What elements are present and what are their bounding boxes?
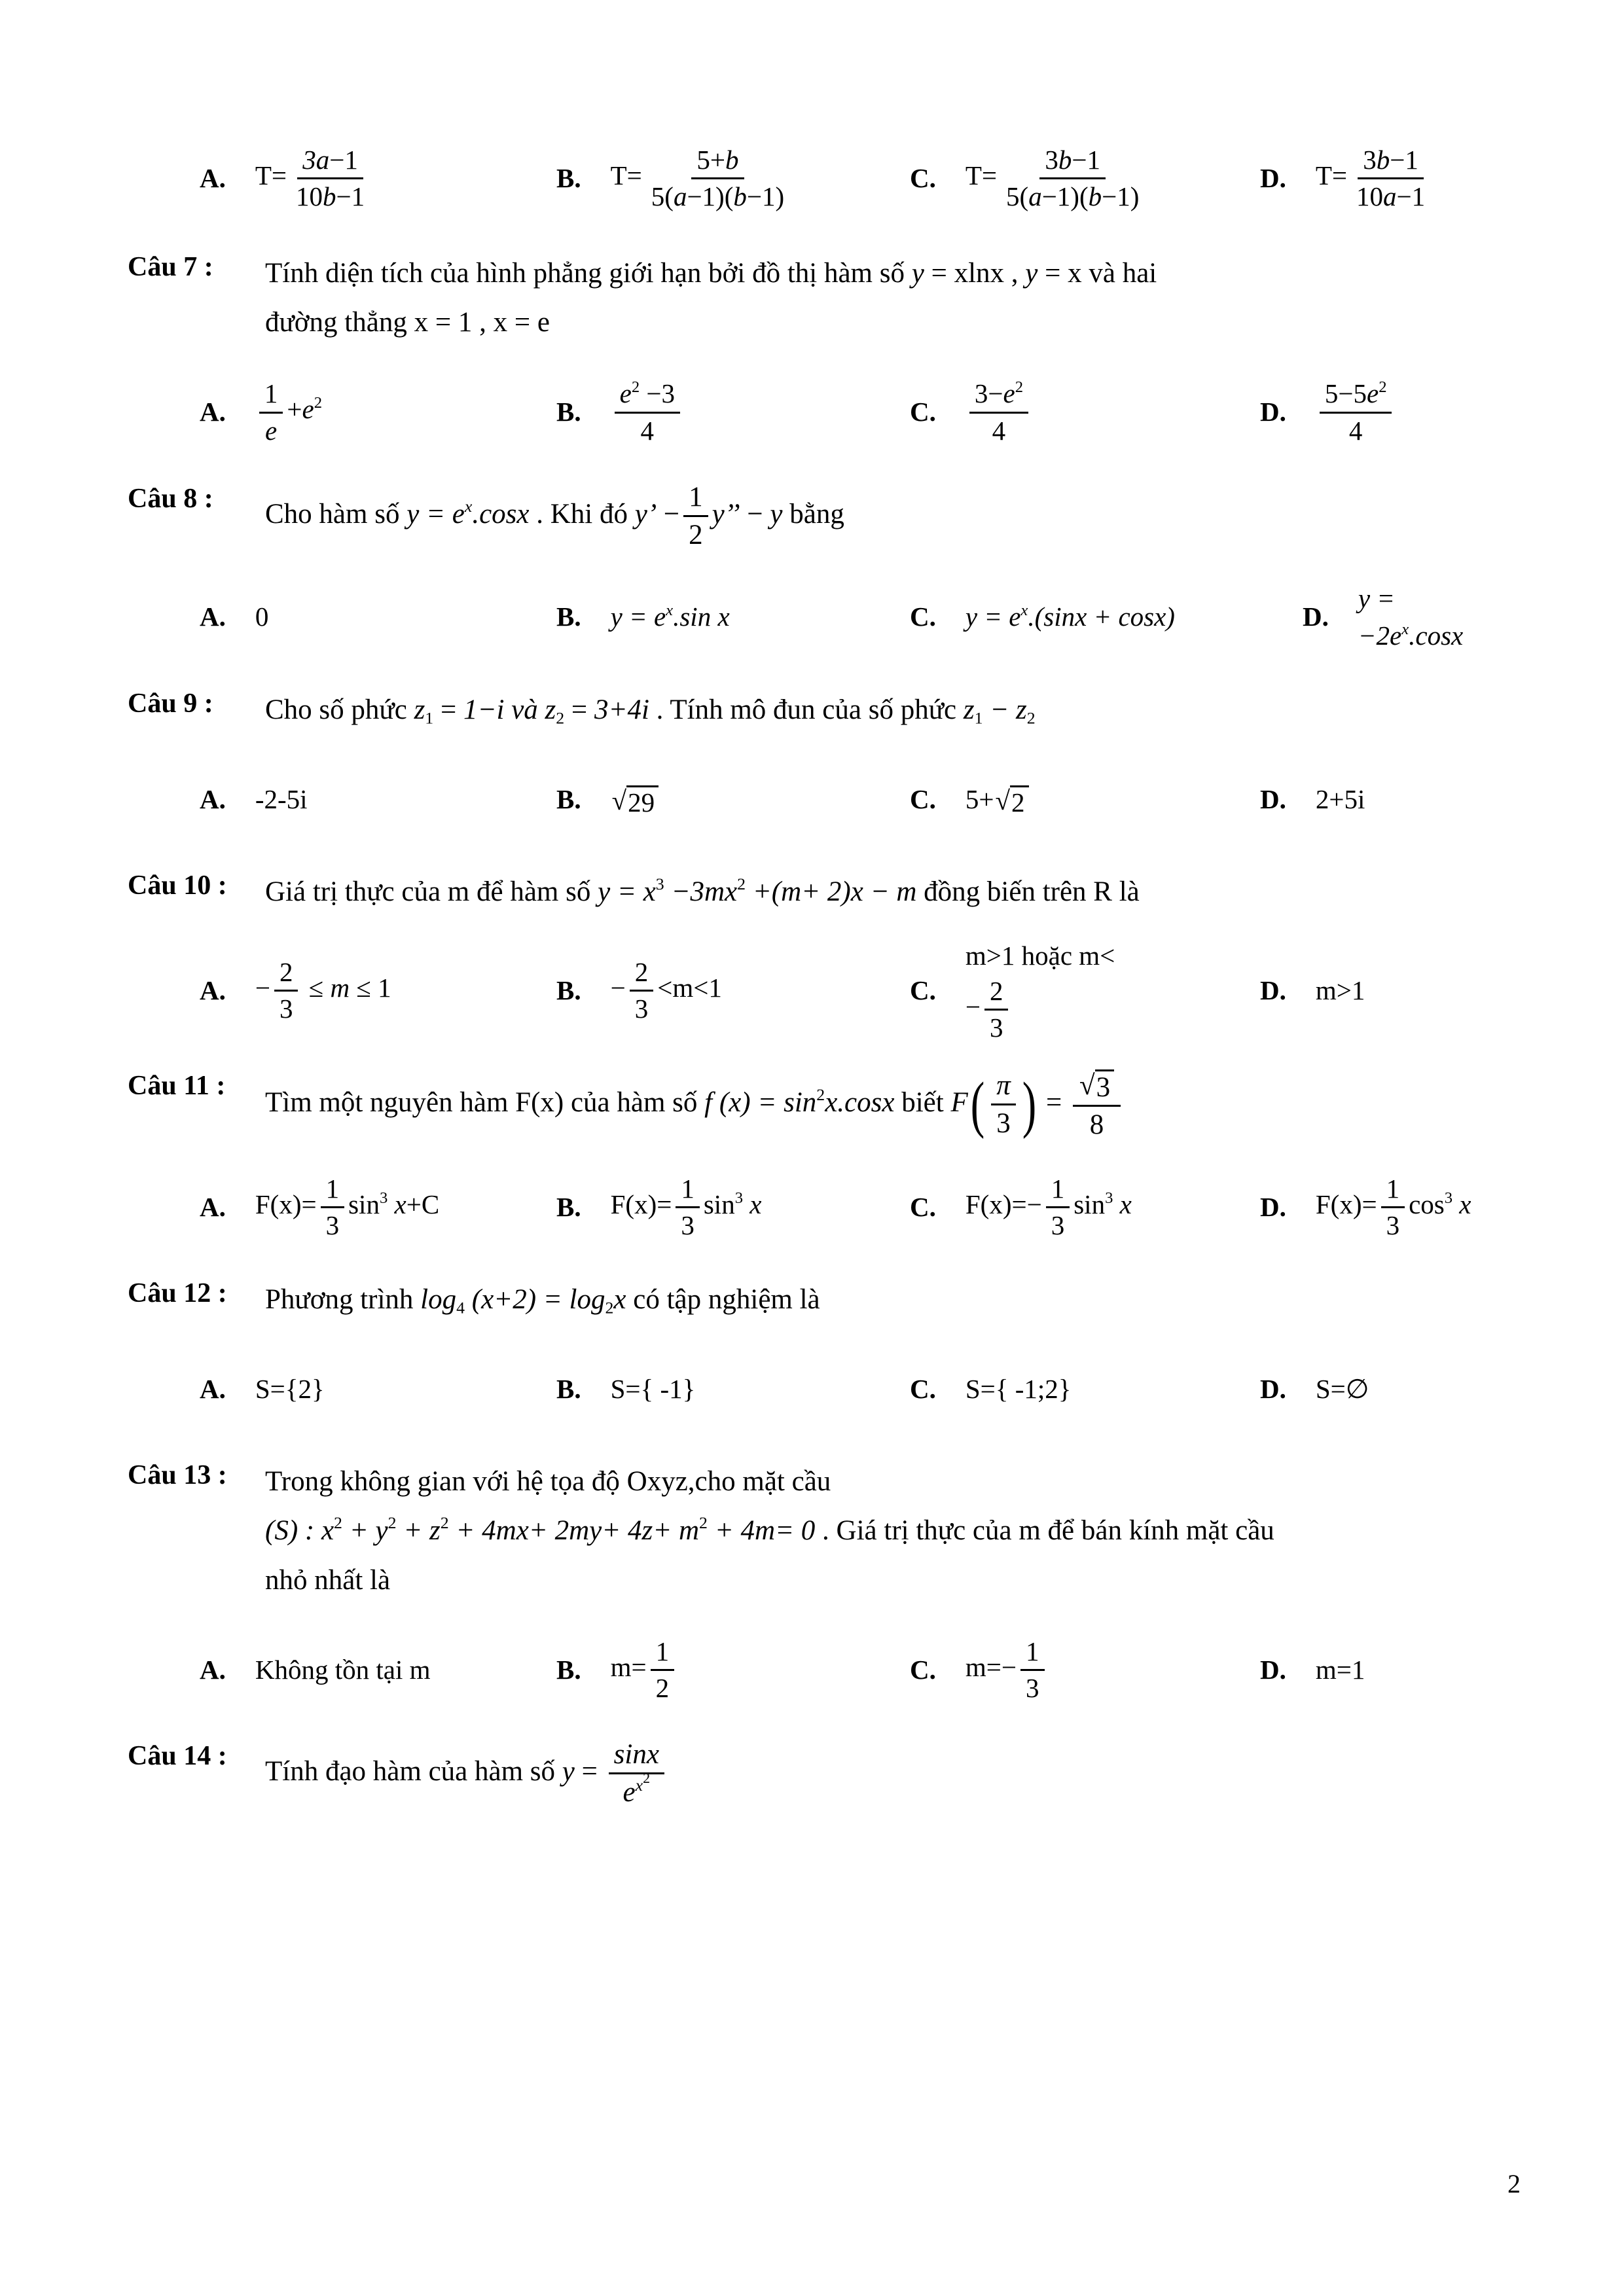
option-label: D. <box>1260 1654 1286 1685</box>
option-content: m=− $\frac{1}{3}$ <box>965 1636 1049 1704</box>
sqrt-radical: √ 2 <box>995 785 1028 818</box>
page-number: 2 <box>1507 2169 1521 2198</box>
option-d <box>1260 1173 1506 1242</box>
question-body: Cho hàm số $y = e^x.\cos x$ . Khi đó y’ − $\frac{1}{2}$ y’’ − y bằng <box>265 480 1506 552</box>
option-c <box>910 144 1260 213</box>
option-label: C. <box>910 162 936 193</box>
option-label: A. <box>200 1191 226 1222</box>
option-label: A. <box>200 397 226 427</box>
option-label: B. <box>556 601 581 632</box>
question-number: Câu 10 : <box>128 870 227 901</box>
fraction: $\frac{2}{3}$ <box>630 956 654 1025</box>
option-a <box>200 781 556 818</box>
question-6-options <box>200 134 1506 223</box>
option-content: S={ -1} <box>610 1373 696 1404</box>
option-content: S=∅ <box>1315 1373 1369 1404</box>
option-content: − $\frac{2}{3}$ <m<1 <box>611 956 722 1025</box>
option-content: S={ -1;2} <box>965 1373 1072 1404</box>
fraction: $\frac{2}{3}$ <box>274 956 298 1025</box>
option-c <box>910 781 1260 819</box>
option-label: A. <box>200 975 226 1005</box>
option-b <box>556 956 910 1025</box>
option-label: D. <box>1260 1373 1286 1404</box>
option-label: C. <box>910 397 936 427</box>
option-b <box>556 144 910 213</box>
option-label: B. <box>556 162 581 193</box>
fraction: $\frac{3b-1}{10a-1}$ <box>1356 144 1426 211</box>
option-d <box>1260 781 1506 818</box>
option-content <box>965 378 1032 446</box>
question-number: Câu 14 : <box>128 1740 227 1771</box>
option-content: F(x)= $\frac{1}{3}$ $\cos^3 x$ <box>1316 1173 1471 1242</box>
question-11-options <box>200 1163 1506 1251</box>
option-label: A. <box>200 1654 226 1685</box>
question-13 <box>128 1457 1506 1605</box>
option-b <box>556 1636 910 1704</box>
option-a <box>200 956 556 1025</box>
option-content: m>1 <box>1315 975 1365 1005</box>
option-content: 0 <box>255 601 269 632</box>
question-number: Câu 13 : <box>128 1460 227 1491</box>
fraction: √ $\frac{3}{8}$ <box>1073 1067 1121 1142</box>
question-body: Phương trình $\log_4 (x+2) = \log_2x$ có tập nghiệm là <box>265 1283 820 1318</box>
option-label: B. <box>556 1373 581 1404</box>
fraction: $\frac{e^2 -3}{4}$ <box>615 378 680 446</box>
option-content: m= $\frac{1}{2}$ <box>611 1636 679 1704</box>
question-number: Câu 8 : <box>128 483 213 514</box>
option-content <box>611 781 660 819</box>
question-8-options <box>200 573 1506 662</box>
question-body: Tính đạo hàm của hàm số y = $\frac{\sin x}{e^{x^2}}$ <box>265 1738 1506 1810</box>
option-c <box>910 1173 1260 1242</box>
option-label: D. <box>1260 397 1286 427</box>
option-label: D. <box>1260 162 1286 193</box>
question-8 <box>128 480 1506 552</box>
option-d <box>1260 972 1506 1009</box>
option-a <box>200 1651 556 1689</box>
question-11 <box>128 1067 1506 1142</box>
option-label: C. <box>910 601 936 632</box>
option-c <box>910 378 1260 446</box>
option-content: $\frac{1}{e}$ $+e^2$ <box>255 378 322 446</box>
question-body: Tính diện tích của hình phẳng giới hạn bởi đồ thị hàm số y = xlnx , y = x và hai đường thẳng x = 1 , x = e <box>265 258 1157 338</box>
option-content: -2-5i <box>255 783 308 814</box>
fraction: $\frac{5-5e^2}{4}$ <box>1320 378 1392 446</box>
option-content: T= $\frac{3b-1}{5(a-1)(b-1)}$ <box>965 144 1149 213</box>
option-label: C. <box>910 783 936 814</box>
sqrt-radical: √ 3 <box>1079 1069 1114 1103</box>
fraction: $\frac{1}{3}$ <box>1020 1636 1045 1704</box>
question-9 <box>128 685 1506 734</box>
option-d <box>1260 1651 1506 1689</box>
fraction: $\frac{\sin x}{e^{x^2}}$ <box>609 1738 664 1810</box>
option-a <box>200 1371 556 1408</box>
option-b <box>556 598 910 636</box>
option-b <box>556 378 910 446</box>
option-c <box>910 598 1303 636</box>
option-content: T= $\frac{3a-1}{10b-1}$ <box>255 144 374 213</box>
option-content: F(x)= $\frac{1}{3}$ $\sin^3 x$ <box>611 1173 762 1242</box>
fraction: $\frac{3b-1}{5(a-1)(b-1)}$ <box>1006 144 1140 211</box>
question-body: Cho số phức $z_1 = 1-i$ và $z_2 = 3+4i$ . Tính mô đun của số phức $z_1 - z_2$ <box>265 694 1036 728</box>
option-label: B. <box>556 783 581 814</box>
question-12 <box>128 1275 1506 1324</box>
fraction: $\frac{2}{3}$ <box>984 975 1009 1044</box>
question-number: Câu 7 : <box>128 252 213 282</box>
option-label: B. <box>556 1191 581 1222</box>
fraction: $\frac{1}{2}$ <box>683 480 708 552</box>
question-number: Câu 12 : <box>128 1278 227 1308</box>
fraction: $\frac{\pi}{3}$ <box>991 1069 1016 1141</box>
fraction: $\frac{1}{3}$ <box>676 1173 700 1242</box>
option-content: 2+5i <box>1315 783 1365 814</box>
option-b <box>556 1371 910 1408</box>
option-content <box>1316 378 1396 446</box>
option-label: A. <box>200 783 226 814</box>
option-label: C. <box>910 1654 936 1685</box>
option-d <box>1260 378 1506 446</box>
sqrt-radical: √ 29 <box>612 785 659 818</box>
option-label: D. <box>1303 601 1329 632</box>
question-body: Trong không gian với hệ tọa độ Oxyz,cho mặt cầu (S) : $x^2 + y^2 + z^2 + 4mx+ 2my+ 4z+ m^2 + 4m= 0$ . Giá trị thực của m để bán kính mặt cầu nhỏ nhất là <box>265 1466 1274 1596</box>
option-label: A. <box>200 162 226 193</box>
option-label: C. <box>910 975 936 1005</box>
option-d <box>1303 580 1506 655</box>
option-d <box>1260 1371 1506 1408</box>
option-a <box>200 1173 556 1242</box>
option-label: D. <box>1260 1191 1286 1222</box>
question-13-options <box>200 1626 1506 1714</box>
option-content <box>611 378 684 446</box>
fraction: $\frac{5+b}{5(a-1)(b-1)}$ <box>651 144 785 211</box>
option-b <box>556 1173 910 1242</box>
option-a <box>200 598 556 636</box>
option-label: B. <box>556 1654 581 1685</box>
option-content: F(x)= $\frac{1}{3}$ $\sin^3 x+C$ <box>255 1173 439 1242</box>
option-a <box>200 378 556 446</box>
question-7-options <box>200 368 1506 457</box>
option-content: S={2} <box>255 1373 325 1404</box>
question-10-options <box>200 937 1506 1044</box>
option-content: T= $\frac{3b-1}{10a-1}$ <box>1316 144 1434 213</box>
option-label: D. <box>1260 975 1286 1005</box>
option-content: Không tồn tại m <box>255 1654 431 1685</box>
question-10 <box>128 867 1506 916</box>
fraction: $\frac{1}{3}$ <box>321 1173 345 1242</box>
fraction: $\frac{1}{3}$ <box>1381 1173 1405 1242</box>
question-number: Câu 9 : <box>128 688 213 719</box>
option-content: $y = -2e^x.\cos x$ <box>1358 583 1464 651</box>
fraction: $\frac{1}{3}$ <box>1046 1173 1070 1242</box>
option-d <box>1260 144 1506 213</box>
option-label: B. <box>556 397 581 427</box>
question-body: Tìm một nguyên hàm F(x) của hàm số f $(x) = \sin^2x.\cos x$ biết F( $\frac{\pi}{3}$ ) = √ $\frac{3}{8}$ <box>265 1067 1506 1142</box>
option-c <box>910 1636 1260 1704</box>
option-content: m=1 <box>1315 1654 1365 1685</box>
option-content: m>1 hoặc m< − $\frac{2}{3}$ <box>965 937 1115 1044</box>
option-a <box>200 144 556 213</box>
option-c <box>910 1371 1260 1408</box>
option-content: F(x)=− $\frac{1}{3}$ $\sin^3 x$ <box>965 1173 1132 1242</box>
option-label: C. <box>910 1373 936 1404</box>
option-label: D. <box>1260 783 1286 814</box>
question-7 <box>128 249 1506 348</box>
fraction: $\frac{1}{2}$ <box>651 1636 675 1704</box>
option-content: $y = e^x.\sin$ x <box>610 601 730 632</box>
option-content: T= $\frac{5+b}{5(a-1)(b-1)}$ <box>611 144 794 213</box>
question-9-options <box>200 755 1506 844</box>
fraction: $\frac{1}{e}$ <box>259 378 283 446</box>
fraction: $\frac{3-e^2}{4}$ <box>969 378 1028 446</box>
option-content: − $\frac{2}{3}$ ≤ m ≤ 1 <box>255 956 391 1025</box>
option-label: A. <box>200 1373 226 1404</box>
option-c <box>910 937 1260 1044</box>
question-14 <box>128 1738 1506 1810</box>
question-12-options <box>200 1345 1506 1433</box>
option-content: $y = e^x.(\sin x + \cos x)$ <box>965 601 1175 632</box>
question-number: Câu 11 : <box>128 1070 226 1101</box>
fraction: $\frac{3a-1}{10b-1}$ <box>296 144 365 211</box>
option-label: A. <box>200 601 226 632</box>
option-label: C. <box>910 1191 936 1222</box>
option-content: 5+ √ 2 <box>965 781 1030 819</box>
option-label: B. <box>556 975 581 1005</box>
option-b <box>556 781 910 819</box>
question-body: Giá trị thực của m để hàm số $y = x^3 -3mx^2 +(m+ 2)x - m$ đồng biến trên R là <box>265 874 1140 907</box>
